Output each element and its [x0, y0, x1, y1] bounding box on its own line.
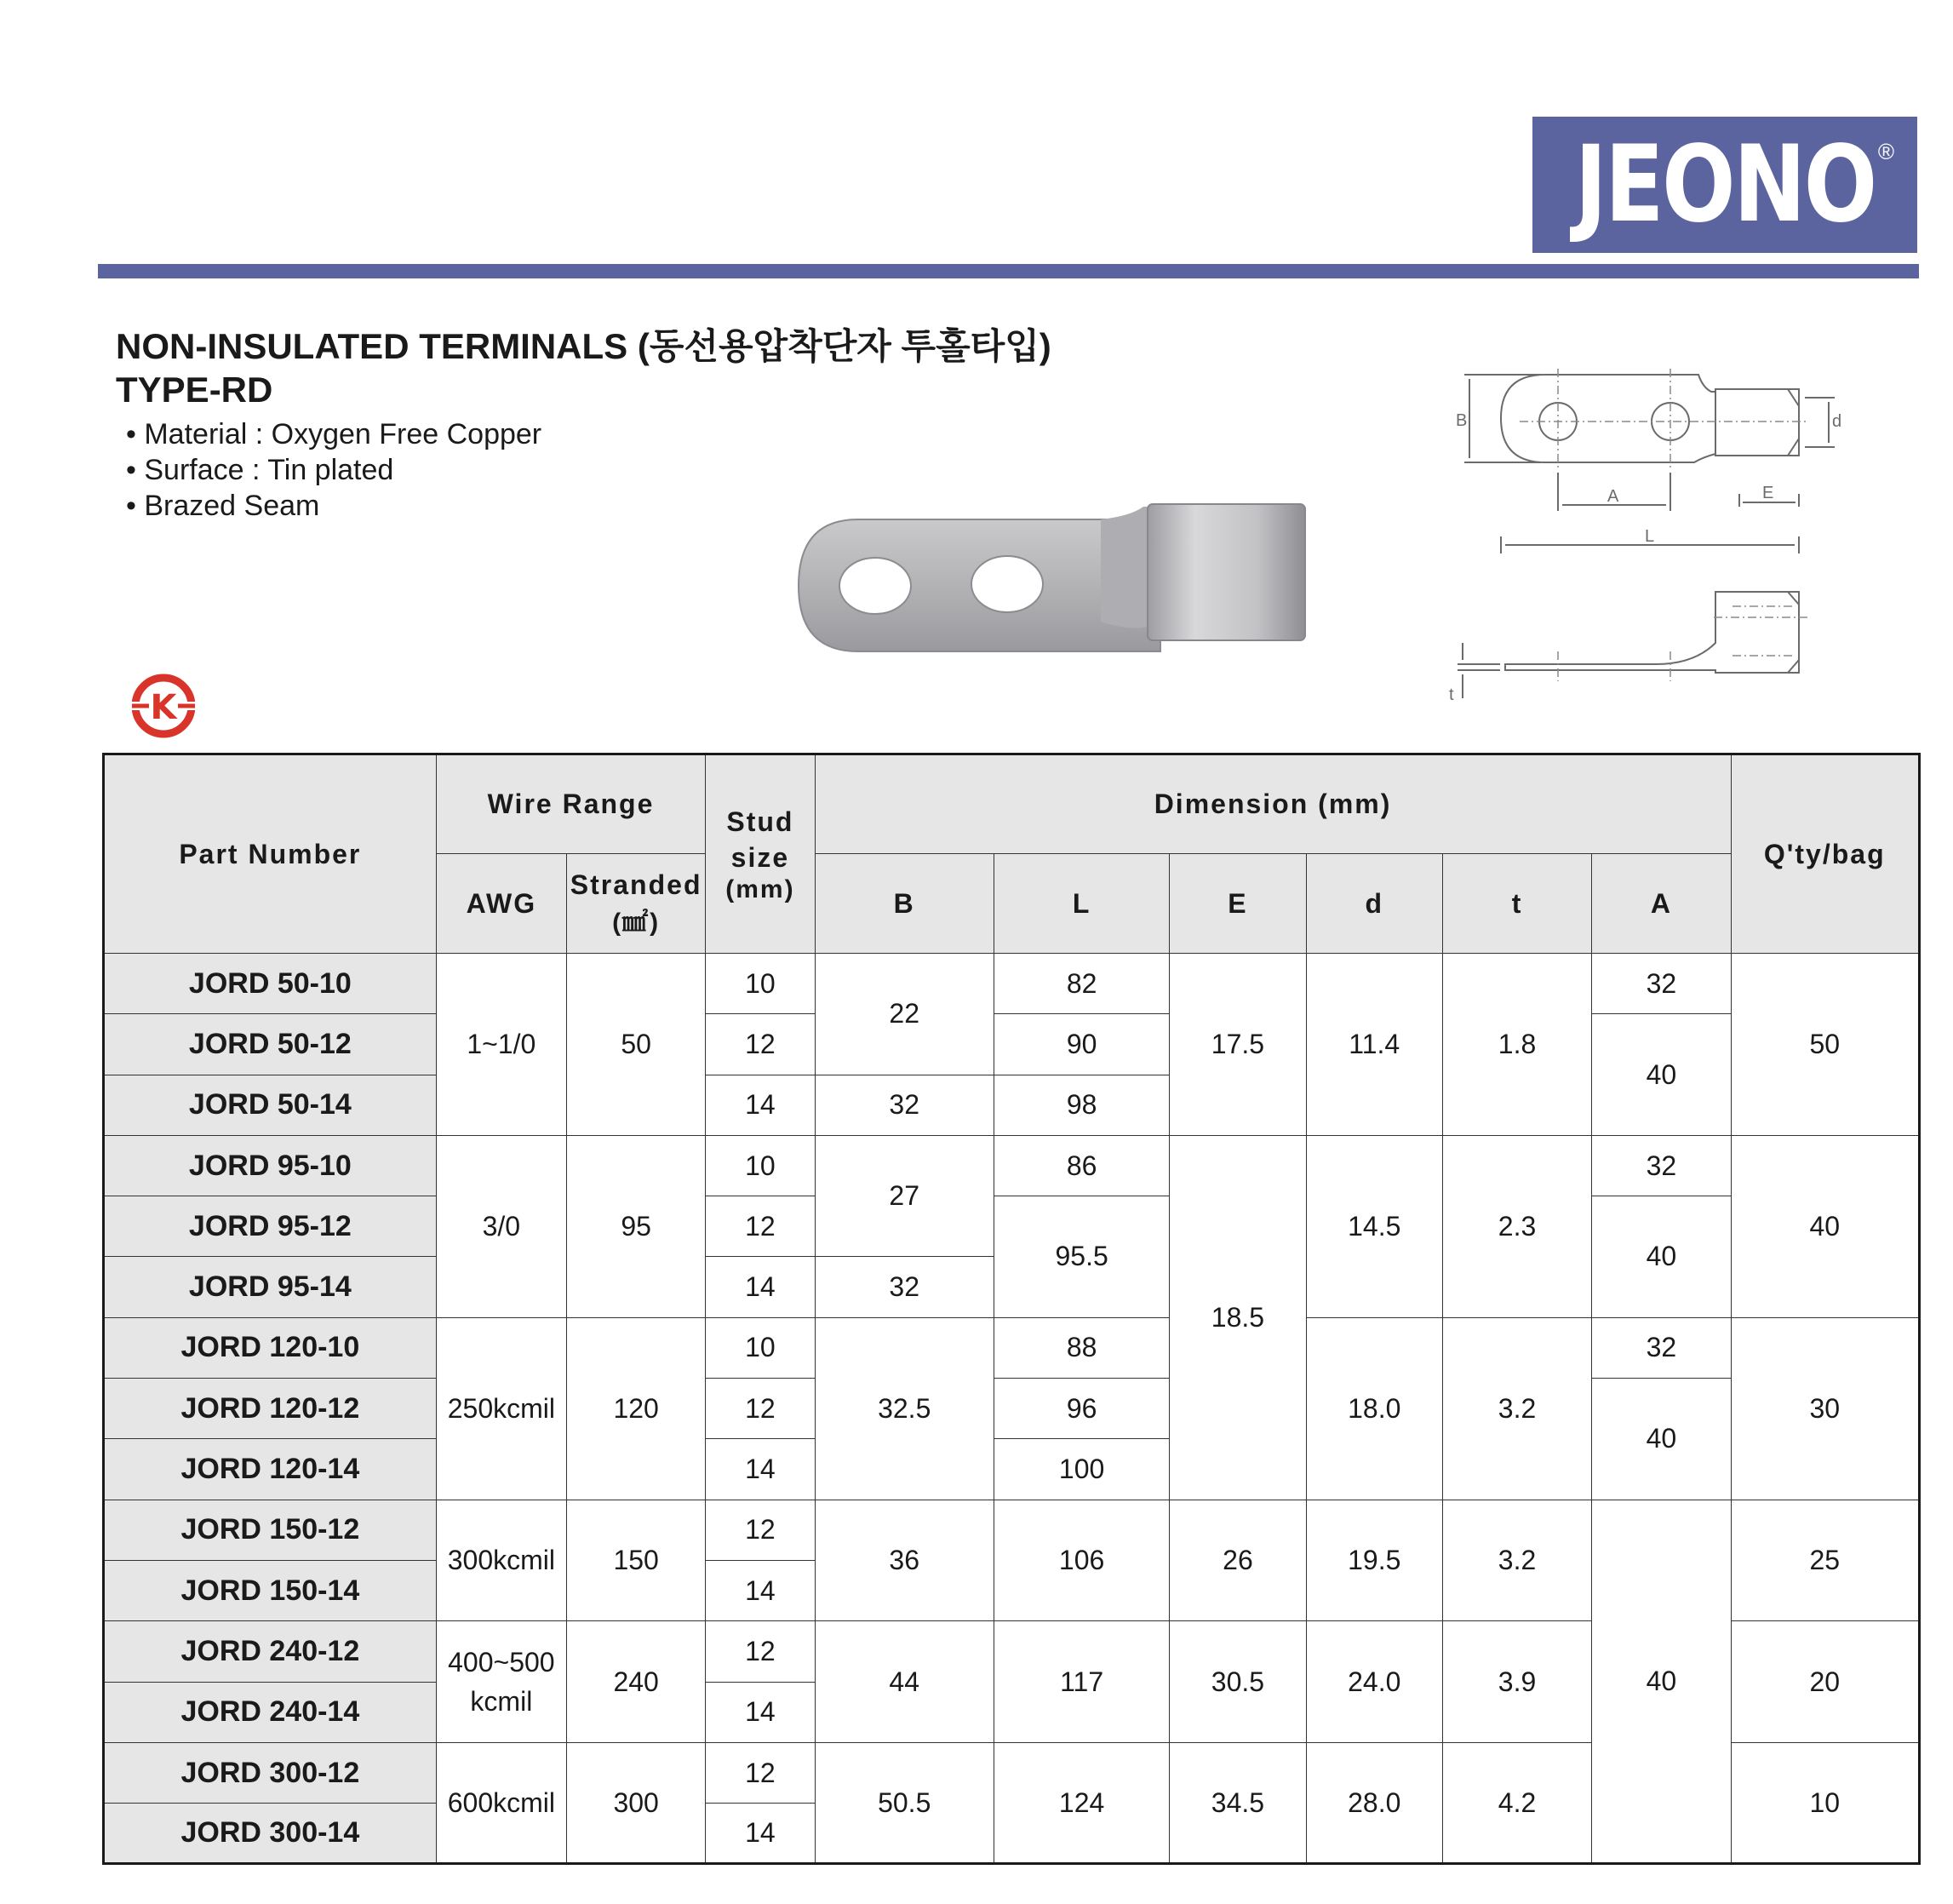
header-stud-size — [706, 754, 815, 954]
t-cell: 1.8 — [1442, 954, 1591, 1136]
a-cell: 40 — [1592, 1014, 1731, 1136]
table-row — [104, 1196, 1920, 1257]
t-cell: 3.9 — [1442, 1621, 1591, 1743]
l-cell: 86 — [994, 1135, 1169, 1196]
specification-table — [102, 753, 1921, 1865]
b-cell: 32 — [815, 1257, 994, 1317]
part-number-cell: JORD 300-14 — [104, 1804, 437, 1864]
part-number-cell: JORD 50-12 — [104, 1014, 437, 1075]
page-title: NON-INSULATED TERMINALS (동선용압착단자 투홀타입) — [116, 326, 1051, 366]
t-cell: 3.2 — [1442, 1500, 1591, 1621]
b-cell: 44 — [815, 1621, 994, 1743]
awg-cell: 250kcmil — [436, 1317, 566, 1500]
stud-cell: 12 — [706, 1500, 815, 1560]
ks-certification-mark — [130, 673, 197, 739]
header-wire-range: Wire Range — [436, 754, 706, 854]
a-cell: 32 — [1592, 1317, 1731, 1378]
a-cell: 40 — [1592, 1379, 1731, 1500]
cert-letter: K — [150, 688, 177, 727]
table-row — [104, 1500, 1920, 1560]
table-row — [104, 954, 1920, 1014]
feature-seam: • Brazed Seam — [126, 488, 541, 524]
part-number-cell: JORD 95-10 — [104, 1135, 437, 1196]
l-cell: 88 — [994, 1317, 1169, 1378]
e-cell: 30.5 — [1170, 1621, 1306, 1743]
stranded-cell: 240 — [567, 1621, 706, 1743]
b-cell: 32.5 — [815, 1317, 994, 1500]
e-cell: 18.5 — [1170, 1135, 1306, 1500]
b-cell: 50.5 — [815, 1742, 994, 1864]
qty-cell: 20 — [1731, 1621, 1919, 1743]
qty-cell: 10 — [1731, 1742, 1919, 1864]
part-number-cell: JORD 150-14 — [104, 1560, 437, 1620]
t-cell: 3.2 — [1442, 1317, 1591, 1500]
stud-cell: 14 — [706, 1682, 815, 1742]
awg-cell: 600kcmil — [436, 1742, 566, 1864]
qty-cell: 40 — [1731, 1135, 1919, 1317]
awg-cell: 300kcmil — [436, 1500, 566, 1621]
header-part-number: Part Number — [104, 754, 437, 954]
table-row — [104, 1135, 1920, 1196]
part-number-cell: JORD 95-14 — [104, 1257, 437, 1317]
header-qty: Q'ty/bag — [1731, 754, 1919, 954]
b-cell: 27 — [815, 1135, 994, 1257]
awg-cell: 3/0 — [436, 1135, 566, 1317]
part-number-cell: JORD 120-14 — [104, 1439, 437, 1500]
part-number-cell: JORD 50-10 — [104, 954, 437, 1014]
header-rule — [98, 264, 1919, 278]
e-cell: 34.5 — [1170, 1742, 1306, 1864]
page-subtitle: TYPE-RD — [116, 370, 273, 410]
table-row — [104, 1317, 1920, 1378]
header-dimension: Dimension (mm) — [815, 754, 1731, 854]
header-stud-unit: (mm) — [725, 875, 795, 903]
stud-cell: 12 — [706, 1742, 815, 1803]
header-d: d — [1306, 854, 1442, 954]
stranded-cell: 150 — [567, 1500, 706, 1621]
label-A: A — [1607, 487, 1619, 506]
header-awg: AWG — [436, 854, 566, 954]
qty-cell: 50 — [1731, 954, 1919, 1136]
table-row — [104, 1379, 1920, 1439]
header-stranded-label: Stranded — [570, 869, 702, 900]
stud-cell: 14 — [706, 1075, 815, 1135]
registered-mark: ® — [1877, 139, 1894, 164]
qty-cell: 25 — [1731, 1500, 1919, 1621]
d-cell: 28.0 — [1306, 1742, 1442, 1864]
a-cell: 32 — [1592, 1135, 1731, 1196]
stud-cell: 10 — [706, 1135, 815, 1196]
stud-cell: 14 — [706, 1560, 815, 1620]
stud-cell: 10 — [706, 954, 815, 1014]
t-cell: 4.2 — [1442, 1742, 1591, 1864]
stud-cell: 14 — [706, 1804, 815, 1864]
b-cell: 22 — [815, 954, 994, 1075]
e-cell: 17.5 — [1170, 954, 1306, 1136]
stranded-cell: 50 — [567, 954, 706, 1136]
header-stud-size-label: Stud size — [726, 806, 794, 873]
dimension-drawing — [1447, 362, 1881, 711]
part-number-cell: JORD 95-12 — [104, 1196, 437, 1257]
stud-cell: 12 — [706, 1621, 815, 1682]
d-cell: 24.0 — [1306, 1621, 1442, 1743]
stranded-cell: 300 — [567, 1742, 706, 1864]
part-number-cell: JORD 150-12 — [104, 1500, 437, 1560]
feature-material: • Material : Oxygen Free Copper — [126, 416, 541, 452]
feature-list — [126, 416, 541, 524]
label-B: B — [1456, 411, 1468, 430]
label-E: E — [1762, 484, 1774, 502]
stud-cell: 12 — [706, 1196, 815, 1257]
a-cell: 40 — [1592, 1500, 1731, 1864]
header-B: B — [815, 854, 994, 954]
stud-cell: 14 — [706, 1439, 815, 1500]
part-number-cell: JORD 300-12 — [104, 1742, 437, 1803]
brand-name: JEONO — [1574, 123, 1876, 246]
stud-cell: 14 — [706, 1257, 815, 1317]
l-cell: 117 — [994, 1621, 1169, 1743]
header-t: t — [1442, 854, 1591, 954]
d-cell: 19.5 — [1306, 1500, 1442, 1621]
header-A: A — [1592, 854, 1731, 954]
awg-cell — [436, 1621, 566, 1743]
label-t: t — [1449, 685, 1454, 704]
a-cell: 32 — [1592, 954, 1731, 1014]
header-stranded-unit: (㎟) — [612, 908, 661, 937]
header-L: L — [994, 854, 1169, 954]
t-cell: 2.3 — [1442, 1135, 1591, 1317]
part-number-cell: JORD 120-12 — [104, 1379, 437, 1439]
terminal-photo — [782, 485, 1331, 681]
l-cell: 90 — [994, 1014, 1169, 1075]
d-cell: 18.0 — [1306, 1317, 1442, 1500]
label-d: d — [1832, 412, 1842, 431]
qty-cell: 30 — [1731, 1317, 1919, 1500]
l-cell: 124 — [994, 1742, 1169, 1864]
e-cell: 26 — [1170, 1500, 1306, 1621]
l-cell: 106 — [994, 1500, 1169, 1621]
part-number-cell: JORD 120-10 — [104, 1317, 437, 1378]
b-cell: 36 — [815, 1500, 994, 1621]
stranded-cell: 95 — [567, 1135, 706, 1317]
feature-surface: • Surface : Tin plated — [126, 452, 541, 488]
stud-cell: 10 — [706, 1317, 815, 1378]
part-number-cell: JORD 240-14 — [104, 1682, 437, 1742]
l-cell: 82 — [994, 954, 1169, 1014]
l-cell: 95.5 — [994, 1196, 1169, 1318]
stud-cell: 12 — [706, 1379, 815, 1439]
part-number-cell: JORD 240-12 — [104, 1621, 437, 1682]
part-number-cell: JORD 50-14 — [104, 1075, 437, 1135]
awg-cell-text: 400~500 kcmil — [448, 1647, 555, 1718]
l-cell: 100 — [994, 1439, 1169, 1500]
l-cell: 96 — [994, 1379, 1169, 1439]
a-cell: 40 — [1592, 1196, 1731, 1318]
stud-cell: 12 — [706, 1014, 815, 1075]
header-stranded — [567, 854, 706, 954]
awg-cell: 1~1/0 — [436, 954, 566, 1136]
d-cell: 11.4 — [1306, 954, 1442, 1136]
table-row — [104, 1014, 1920, 1075]
label-L: L — [1645, 527, 1655, 546]
d-cell: 14.5 — [1306, 1135, 1442, 1317]
stranded-cell: 120 — [567, 1317, 706, 1500]
b-cell: 32 — [815, 1075, 994, 1135]
l-cell: 98 — [994, 1075, 1169, 1135]
header-E: E — [1170, 854, 1306, 954]
brand-logo — [1532, 117, 1917, 253]
